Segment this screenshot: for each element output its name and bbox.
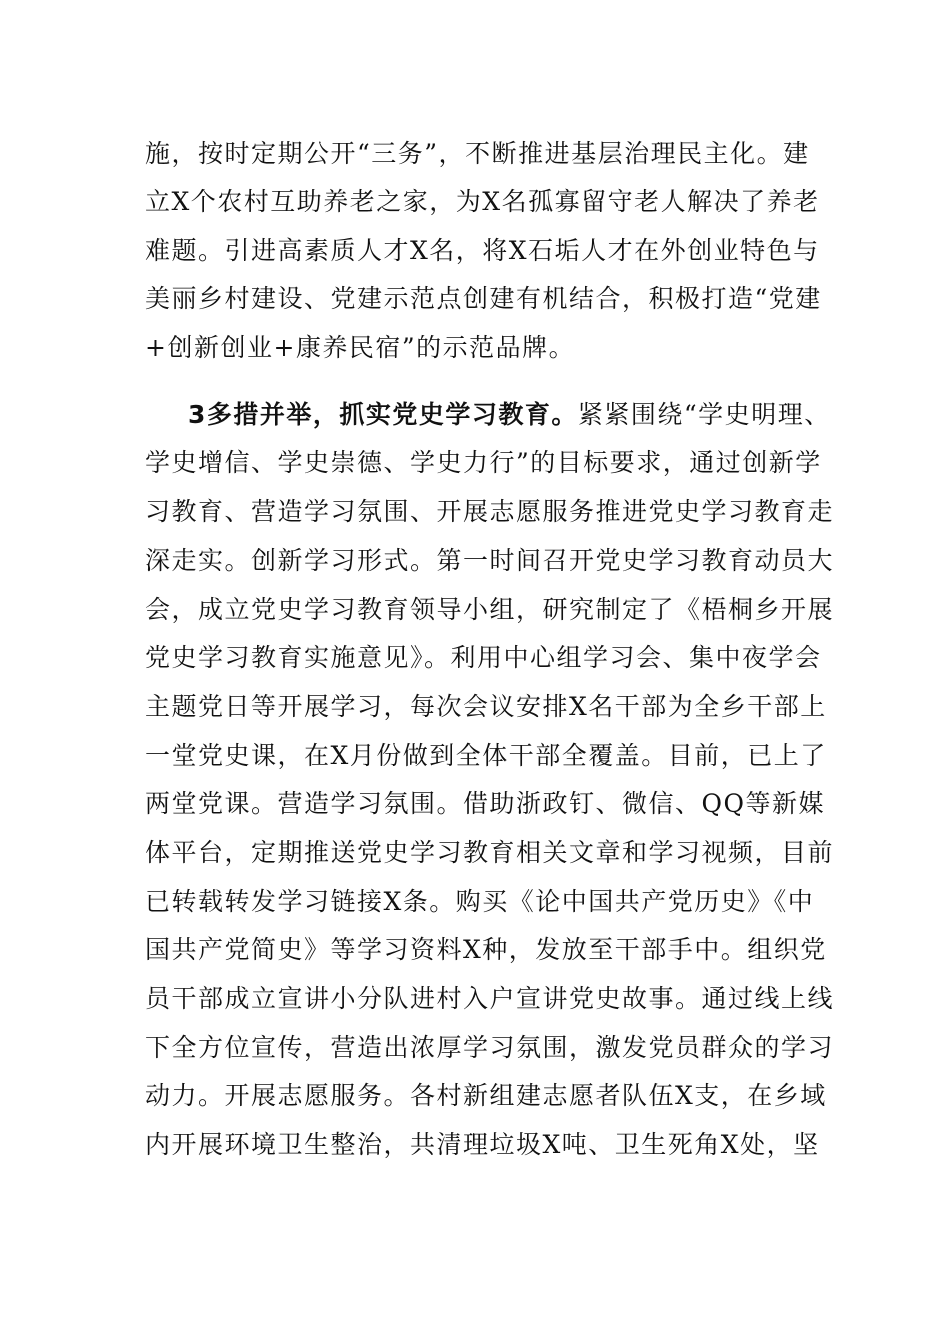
paragraph-1-line-1: 施，按时定期公开“三务”，不断推进基层治理民主化。建 <box>145 139 810 168</box>
paragraph-2-line-3: 习教育、营造学习氛围、开展志愿服务推进党史学习教育走 <box>145 497 835 526</box>
paragraph-2-line-2: 学史增信、学史崇德、学史力行”的目标要求，通过创新学 <box>145 448 822 477</box>
paragraph-1-line-2: 立X个农村互助养老之家，为X名孤寡留守老人解决了养老 <box>145 187 820 216</box>
paragraph-2-line-13: 员干部成立宣讲小分队进村入户宣讲党史故事。通过线上线 <box>145 984 835 1013</box>
paragraph-1-line-3: 难题。引进高素质人才X名，将X石垢人才在外创业特色与 <box>145 236 820 265</box>
paragraph-2-line-16: 内开展环境卫生整治，共清理垃圾X吨、卫生死角X处，坚 <box>145 1130 820 1159</box>
paragraph-2-line-14: 下全方位宣传，营造出浓厚学习氛围，激发党员群众的学习 <box>145 1033 835 1062</box>
paragraph-2-first-line-text: 紧紧围绕“学史明理、 <box>577 400 831 429</box>
paragraph-2-line-9: 两堂党课。营造学习氛围。借助浙政钉、微信、QQ等新媒 <box>145 789 825 818</box>
paragraph-1-line-5: +创新创业+康养民宿”的示范品牌。 <box>145 333 576 362</box>
paragraph-2-line-7: 主题党日等开展学习，每次会议安排X名干部为全乡干部上 <box>145 692 827 721</box>
paragraph-2-line-15: 动力。开展志愿服务。各村新组建志愿者队伍X支，在乡域 <box>145 1081 827 1110</box>
paragraph-2-first-line <box>188 397 831 433</box>
paragraph-2-line-6: 党史学习教育实施意见》。利用中心组学习会、集中夜学会 <box>145 643 822 672</box>
paragraph-2-line-5: 会，成立党史学习教育领导小组，研究制定了《梧桐乡开展 <box>145 595 835 624</box>
paragraph-2-line-8: 一堂党史课，在X月份做到全体干部全覆盖。目前，已上了 <box>145 741 827 770</box>
paragraph-1-line-4: 美丽乡村建设、党建示范点创建有机结合，积极打造“党建 <box>145 284 822 313</box>
paragraph-2-line-12: 国共产党简史》等学习资料X种，发放至干部手中。组织党 <box>145 935 827 964</box>
section-heading: 3多措并举，抓实党史学习教育。 <box>188 400 578 429</box>
paragraph-2-line-10: 体平台，定期推送党史学习教育相关文章和学习视频，目前 <box>145 838 835 867</box>
paragraph-2-line-11: 已转载转发学习链接X条。购买《论中国共产党历史》《中 <box>145 887 815 916</box>
paragraph-2-line-4: 深走实。创新学习形式。第一时间召开党史学习教育动员大 <box>145 546 835 575</box>
